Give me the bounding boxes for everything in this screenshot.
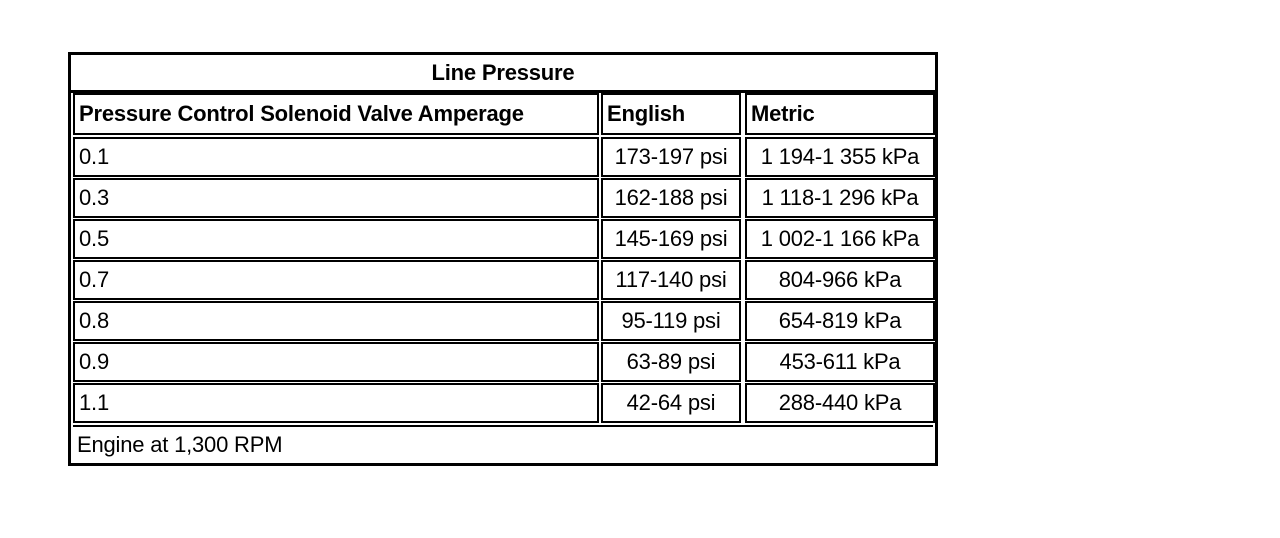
table-row bbox=[71, 260, 935, 300]
metric-cell: 288-440 kPa bbox=[745, 383, 935, 423]
amperage-cell: 0.1 bbox=[73, 137, 599, 177]
table-header-row bbox=[71, 93, 935, 135]
table-row bbox=[71, 137, 935, 177]
english-cell: 117-140 psi bbox=[601, 260, 741, 300]
metric-cell: 654-819 kPa bbox=[745, 301, 935, 341]
table-row bbox=[71, 301, 935, 341]
header-english: English bbox=[601, 93, 741, 135]
table-title: Line Pressure bbox=[71, 55, 935, 93]
amperage-cell: 1.1 bbox=[73, 383, 599, 423]
english-cell: 145-169 psi bbox=[601, 219, 741, 259]
metric-cell: 1 194-1 355 kPa bbox=[745, 137, 935, 177]
table-title-row bbox=[71, 55, 935, 93]
english-cell: 63-89 psi bbox=[601, 342, 741, 382]
amperage-cell: 0.8 bbox=[73, 301, 599, 341]
header-metric: Metric bbox=[745, 93, 935, 135]
metric-cell: 453-611 kPa bbox=[745, 342, 935, 382]
header-amperage: Pressure Control Solenoid Valve Amperage bbox=[73, 93, 599, 135]
metric-cell: 1 002-1 166 kPa bbox=[745, 219, 935, 259]
english-cell: 162-188 psi bbox=[601, 178, 741, 218]
amperage-cell: 0.3 bbox=[73, 178, 599, 218]
english-cell: 173-197 psi bbox=[601, 137, 741, 177]
table-footnote-row bbox=[71, 425, 935, 463]
amperage-cell: 0.9 bbox=[73, 342, 599, 382]
amperage-cell: 0.5 bbox=[73, 219, 599, 259]
amperage-cell: 0.7 bbox=[73, 260, 599, 300]
line-pressure-table bbox=[68, 52, 938, 466]
metric-cell: 1 118-1 296 kPa bbox=[745, 178, 935, 218]
english-cell: 95-119 psi bbox=[601, 301, 741, 341]
table-row bbox=[71, 178, 935, 218]
table-row bbox=[71, 383, 935, 423]
table-footnote: Engine at 1,300 RPM bbox=[73, 425, 933, 463]
table-row bbox=[71, 342, 935, 382]
english-cell: 42-64 psi bbox=[601, 383, 741, 423]
metric-cell: 804-966 kPa bbox=[745, 260, 935, 300]
table-row bbox=[71, 219, 935, 259]
